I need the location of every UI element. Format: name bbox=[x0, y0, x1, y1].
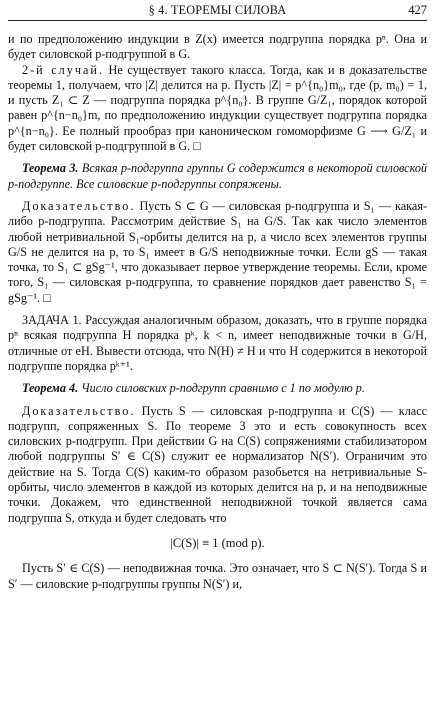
proof-3-label: Доказательство. bbox=[22, 198, 136, 213]
theorem-4: Теорема 4. Число силовских p-подгрупп сравнимо с 1 по модулю p. bbox=[22, 381, 365, 396]
task-1: ЗАДАЧА 1. Рассуждая аналогичным образом, доказать, что в группе порядка pⁿ всякая подгруппа H порядка pᵏ, k < n, имеет неподвижные точки в G/H, отличные от eH. Вывести отсюда, что N(H) ≠ H и что H содержится в некоторой подгруппе порядка pᵏ⁺¹. bbox=[8, 313, 427, 373]
proof-4: Доказательство. Пусть S — силовская p-подгруппа и C(S) — класс подгрупп, сопряженных S. По теореме 3 это и есть совокупность всех силовских p-подгрупп. При действии G на C(S) сопряжениями стабилизатором любой подгруппы S′ ∈ C(S) служит ее нормализатор N(S′). Ограничим это действие на S. Тогда C(S) каким-то образом разобьется на нетривиальные S-орбиты, число элементов в каждой из которых делится на p, и на неподвижные точки. Докажем, что единственной неподвижной точкой является сама подгруппа S, откуда и будет следовать что bbox=[8, 403, 428, 525]
congruence-formula: |C(S)| ≡ 1 (mod p). bbox=[170, 535, 265, 550]
page-body bbox=[8, 32, 427, 592]
running-header bbox=[8, 2, 427, 21]
proof-3: Доказательство. Пусть S ⊂ G — силовская p-подгруппа и S₁ — какая-либо p-подгруппа. Рассмотрим действие S₁ на G/S. Так как число элементов любой нетривиальной S₁-орбиты делится на p, а число всех элементов группы G/S не делится на p, то S₁ имеет в G/S неподвижные точки. Если gS — такая точка, то S₁ ⊂ gSg⁻¹, что доказывает первое утверждение теоремы. Если, кроме того, S₁ — силовская p-подгруппа, то сравнение порядков дает равенство S₁ = gSg⁻¹. □ bbox=[8, 198, 427, 305]
theorem-3-label: Теорема 3. bbox=[22, 161, 79, 176]
theorem-3: Теорема 3. Всякая p-подгруппа группы G содержится в некоторой силовской p-подгруппе. Все силовские p-подгруппы сопряжены. bbox=[8, 161, 428, 191]
page-number: 427 bbox=[408, 3, 427, 17]
section-title: § 4. ТЕОРЕМЫ СИЛОВА bbox=[148, 3, 287, 17]
proof-4-label: Доказательство. bbox=[22, 403, 136, 418]
task-1-label: ЗАДАЧА 1. bbox=[22, 313, 82, 328]
paragraph-case-2: 2-й случай. Не существует такого класса. Тогда, как и в доказательстве теоремы 1, получаем, что |Z| делится на p. Пусть |Z| = p^{n₀}m₀, где (p, m₀) = 1, и пусть Z₁ ⊂ Z — подгруппа порядка p^{n₀}. В группе G/Z₁, порядок которой равен p^{n−n₀}m, по предположению индукции существует подгруппа порядка p^{n−n₀}. Ее полный прообраз при каноническом гомоморфизме G ⟶ G/Z₁ и будет силовской p-подгруппой в G. □ bbox=[8, 62, 427, 154]
paragraph-fixed-point: Пусть S′ ∈ C(S) — неподвижная точка. Это означает, что S ⊂ N(S′). Тогда S и S′ — силовские p-подгруппы группы N(S′) и, bbox=[8, 561, 427, 591]
case-2-label: 2-й случай. bbox=[22, 62, 104, 77]
theorem-4-label: Теорема 4. bbox=[22, 381, 79, 396]
paragraph-induction: и по предположению индукции в Z(x) имеется подгруппа порядка pⁿ. Она и будет силовской p-подгруппой в G. bbox=[8, 32, 427, 62]
